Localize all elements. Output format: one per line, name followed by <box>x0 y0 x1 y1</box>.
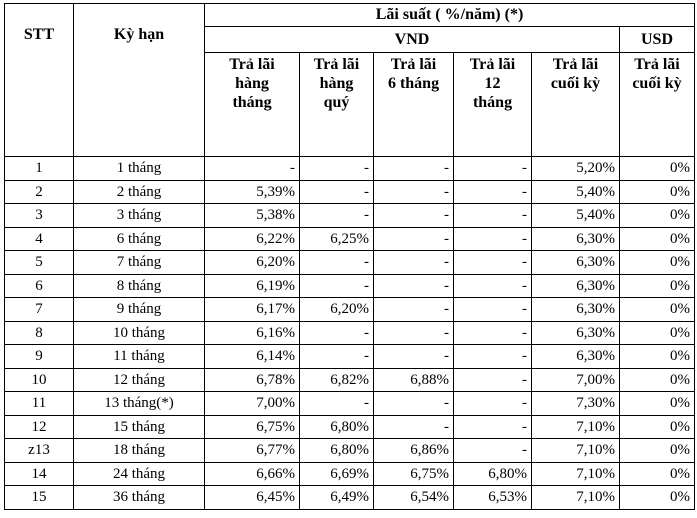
header-12m-l2: 12 <box>484 75 501 92</box>
cell-end-vnd: 7,30% <box>532 392 620 416</box>
cell-quarterly: - <box>300 204 374 228</box>
header-monthly-l2: hàng <box>235 75 269 92</box>
cell-end-usd: 0% <box>620 462 695 486</box>
cell-end-vnd: 7,10% <box>532 462 620 486</box>
table-row <box>5 392 695 416</box>
cell-term: 18 tháng <box>74 439 205 463</box>
cell-quarterly: - <box>300 392 374 416</box>
cell-end-vnd: 5,20% <box>532 157 620 181</box>
cell-monthly: 6,20% <box>205 251 300 275</box>
cell-stt: 9 <box>5 345 74 369</box>
header-quarterly <box>300 53 374 157</box>
cell-stt: 2 <box>5 180 74 204</box>
cell-end-vnd: 6,30% <box>532 251 620 275</box>
table-row <box>5 274 695 298</box>
header-monthly-l3: tháng <box>232 94 272 111</box>
cell-end-usd: 0% <box>620 298 695 322</box>
header-6m-l2: 6 tháng <box>387 75 440 92</box>
cell-6m: - <box>374 227 454 251</box>
cell-end-usd: 0% <box>620 227 695 251</box>
table-row <box>5 368 695 392</box>
cell-quarterly: - <box>300 251 374 275</box>
table-row <box>5 321 695 345</box>
cell-end-vnd: 6,30% <box>532 227 620 251</box>
cell-12m: - <box>454 227 532 251</box>
header-term: Kỳ hạn <box>74 4 205 157</box>
cell-12m: - <box>454 439 532 463</box>
cell-quarterly: 6,49% <box>300 486 374 510</box>
cell-end-vnd: 7,10% <box>532 439 620 463</box>
cell-term: 36 tháng <box>74 486 205 510</box>
cell-end-usd: 0% <box>620 251 695 275</box>
header-quarterly-l1: Trả lãi <box>313 56 360 73</box>
cell-end-usd: 0% <box>620 368 695 392</box>
cell-monthly: 6,75% <box>205 415 300 439</box>
cell-monthly: 5,39% <box>205 180 300 204</box>
cell-quarterly: 6,80% <box>300 415 374 439</box>
cell-stt: 7 <box>5 298 74 322</box>
cell-monthly: 7,00% <box>205 392 300 416</box>
cell-stt: 4 <box>5 227 74 251</box>
cell-6m: - <box>374 298 454 322</box>
cell-monthly: 6,14% <box>205 345 300 369</box>
cell-6m: - <box>374 204 454 228</box>
cell-monthly: 6,17% <box>205 298 300 322</box>
cell-term: 1 tháng <box>74 157 205 181</box>
cell-6m: - <box>374 180 454 204</box>
cell-monthly: - <box>205 157 300 181</box>
header-end-vnd <box>532 53 620 157</box>
cell-6m: - <box>374 251 454 275</box>
table-row <box>5 462 695 486</box>
cell-stt: 6 <box>5 274 74 298</box>
cell-quarterly: - <box>300 321 374 345</box>
table-row <box>5 227 695 251</box>
cell-term: 7 tháng <box>74 251 205 275</box>
cell-end-usd: 0% <box>620 204 695 228</box>
cell-12m: - <box>454 392 532 416</box>
header-end-usd-l2: cuối kỳ <box>632 75 682 92</box>
cell-6m: - <box>374 274 454 298</box>
cell-end-usd: 0% <box>620 345 695 369</box>
header-monthly <box>205 53 300 157</box>
cell-end-vnd: 7,10% <box>532 486 620 510</box>
cell-end-vnd: 6,30% <box>532 345 620 369</box>
cell-6m: 6,54% <box>374 486 454 510</box>
cell-6m: - <box>374 321 454 345</box>
cell-12m: - <box>454 298 532 322</box>
cell-monthly: 6,45% <box>205 486 300 510</box>
cell-stt: 10 <box>5 368 74 392</box>
cell-quarterly: - <box>300 180 374 204</box>
cell-term: 15 tháng <box>74 415 205 439</box>
cell-12m: - <box>454 180 532 204</box>
cell-12m: - <box>454 274 532 298</box>
table-row <box>5 251 695 275</box>
cell-term: 24 tháng <box>74 462 205 486</box>
cell-12m: - <box>454 157 532 181</box>
cell-end-usd: 0% <box>620 180 695 204</box>
cell-term: 11 tháng <box>74 345 205 369</box>
cell-end-usd: 0% <box>620 157 695 181</box>
header-6m <box>374 53 454 157</box>
cell-term: 8 tháng <box>74 274 205 298</box>
cell-6m: - <box>374 392 454 416</box>
header-12m <box>454 53 532 157</box>
cell-quarterly: 6,25% <box>300 227 374 251</box>
cell-end-vnd: 6,30% <box>532 321 620 345</box>
cell-stt: 14 <box>5 462 74 486</box>
cell-end-usd: 0% <box>620 392 695 416</box>
cell-stt: 11 <box>5 392 74 416</box>
cell-stt: z13 <box>5 439 74 463</box>
cell-monthly: 5,38% <box>205 204 300 228</box>
header-6m-l1: Trả lãi <box>390 56 437 73</box>
cell-end-vnd: 7,00% <box>532 368 620 392</box>
cell-end-usd: 0% <box>620 321 695 345</box>
cell-end-vnd: 7,10% <box>532 415 620 439</box>
header-quarterly-l2: hàng <box>319 75 354 92</box>
cell-stt: 5 <box>5 251 74 275</box>
cell-monthly: 6,22% <box>205 227 300 251</box>
header-rate-group: Lãi suất ( %/năm) (*) <box>205 4 695 27</box>
cell-end-vnd: 6,30% <box>532 274 620 298</box>
cell-term: 12 tháng <box>74 368 205 392</box>
cell-stt: 8 <box>5 321 74 345</box>
cell-quarterly: 6,80% <box>300 439 374 463</box>
table-body <box>5 157 695 510</box>
cell-monthly: 6,77% <box>205 439 300 463</box>
table-row <box>5 157 695 181</box>
header-end-vnd-l1: Trả lãi <box>552 56 599 73</box>
cell-12m: - <box>454 251 532 275</box>
cell-12m: - <box>454 204 532 228</box>
cell-12m: - <box>454 321 532 345</box>
cell-quarterly: - <box>300 274 374 298</box>
cell-quarterly: - <box>300 157 374 181</box>
cell-12m: - <box>454 415 532 439</box>
cell-end-vnd: 5,40% <box>532 180 620 204</box>
table-row <box>5 345 695 369</box>
cell-monthly: 6,16% <box>205 321 300 345</box>
header-monthly-l1: Trả lãi <box>229 56 275 73</box>
cell-12m: 6,80% <box>454 462 532 486</box>
header-12m-l1: Trả lãi <box>469 56 516 73</box>
cell-quarterly: 6,69% <box>300 462 374 486</box>
cell-term: 2 tháng <box>74 180 205 204</box>
cell-monthly: 6,78% <box>205 368 300 392</box>
cell-end-usd: 0% <box>620 439 695 463</box>
header-quarterly-l3: quý <box>323 94 350 111</box>
header-end-vnd-l2: cuối kỳ <box>550 75 601 92</box>
cell-term: 13 tháng(*) <box>74 392 205 416</box>
cell-stt: 1 <box>5 157 74 181</box>
cell-12m: - <box>454 345 532 369</box>
cell-end-usd: 0% <box>620 415 695 439</box>
header-usd: USD <box>620 27 695 53</box>
header-end-usd <box>620 53 695 157</box>
cell-6m: 6,75% <box>374 462 454 486</box>
cell-12m: 6,53% <box>454 486 532 510</box>
table-row <box>5 298 695 322</box>
cell-term: 10 tháng <box>74 321 205 345</box>
header-12m-l3: tháng <box>472 94 513 111</box>
cell-6m: 6,86% <box>374 439 454 463</box>
cell-stt: 3 <box>5 204 74 228</box>
header-stt: STT <box>5 4 74 157</box>
cell-quarterly: 6,82% <box>300 368 374 392</box>
cell-term: 9 tháng <box>74 298 205 322</box>
cell-end-vnd: 5,40% <box>532 204 620 228</box>
header-vnd: VND <box>205 27 620 53</box>
cell-monthly: 6,19% <box>205 274 300 298</box>
cell-end-vnd: 6,30% <box>532 298 620 322</box>
cell-end-usd: 0% <box>620 274 695 298</box>
cell-term: 6 tháng <box>74 227 205 251</box>
table-row <box>5 415 695 439</box>
table-row <box>5 204 695 228</box>
cell-6m: - <box>374 345 454 369</box>
cell-end-usd: 0% <box>620 486 695 510</box>
cell-quarterly: 6,20% <box>300 298 374 322</box>
table-row <box>5 486 695 510</box>
cell-monthly: 6,66% <box>205 462 300 486</box>
cell-stt: 12 <box>5 415 74 439</box>
interest-rate-table <box>4 3 695 510</box>
cell-12m: - <box>454 368 532 392</box>
cell-stt: 15 <box>5 486 74 510</box>
cell-quarterly: - <box>300 345 374 369</box>
cell-6m: 6,88% <box>374 368 454 392</box>
cell-6m: - <box>374 157 454 181</box>
cell-term: 3 tháng <box>74 204 205 228</box>
cell-6m: - <box>374 415 454 439</box>
table-row <box>5 180 695 204</box>
table-row <box>5 439 695 463</box>
header-end-usd-l1: Trả lãi <box>634 56 680 73</box>
